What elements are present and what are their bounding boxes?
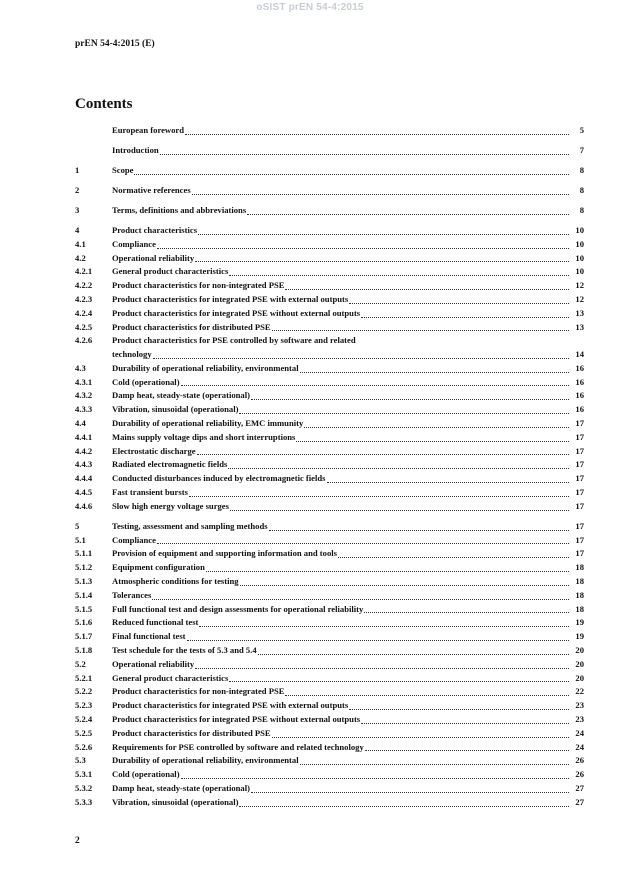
toc-entry-title: Durability of operational reliability, environmental: [112, 755, 299, 766]
toc-entry[interactable]: [75, 124, 584, 138]
toc-entry[interactable]: [75, 500, 584, 514]
dot-leader: [229, 681, 569, 682]
dot-leader: [199, 626, 569, 627]
toc-entry[interactable]: [75, 458, 584, 472]
toc-entry-page: 26: [575, 769, 584, 780]
toc-entry-title-continued: technology: [112, 349, 152, 360]
dot-leader: [251, 399, 569, 400]
toc-entry-number: 5.2.2: [75, 686, 93, 697]
toc-entry-page: 26: [575, 755, 584, 766]
dot-leader: [338, 557, 569, 558]
toc-entry[interactable]: [75, 658, 584, 672]
toc-entry-page: 16: [575, 376, 584, 387]
toc-entry-page: 10: [575, 266, 584, 277]
toc-entry-page: 8: [579, 164, 584, 175]
toc-entry-title: Product characteristics for distributed PSE: [112, 321, 271, 332]
toc-entry-title: Test schedule for the tests of 5.3 and 5.4: [112, 645, 257, 656]
toc-entry[interactable]: [75, 389, 584, 403]
toc-entry-title: Compliance: [112, 238, 156, 249]
toc-entry-number: 3: [75, 204, 80, 215]
toc-entry-page: 24: [575, 727, 584, 738]
toc-entry-number: 4.2.1: [75, 266, 93, 277]
toc-entry-number: 5: [75, 520, 80, 531]
toc-entry-title: Reduced functional test: [112, 617, 199, 628]
toc-entry[interactable]: [75, 644, 584, 658]
toc-entry-page: 8: [579, 204, 584, 215]
toc-entry-title: Product characteristics for integrated PSE without external outputs: [112, 714, 361, 724]
dot-leader: [285, 289, 569, 290]
toc-entry-page: 13: [575, 321, 584, 332]
toc-entry-page: 17: [575, 473, 584, 484]
dot-leader: [157, 543, 569, 544]
toc-entry-page: 19: [575, 631, 584, 642]
dot-leader: [251, 792, 569, 793]
toc-entry-number: 4.2.5: [75, 321, 93, 332]
toc-entry-page: 17: [575, 548, 584, 559]
toc-entry-page: 18: [575, 589, 584, 600]
toc-entry-title: Product characteristics for integrated PSE with external outputs: [112, 700, 349, 711]
toc-entry-page: 27: [575, 796, 584, 807]
toc-entry-page: 20: [575, 672, 584, 683]
toc-entry[interactable]: [75, 334, 584, 362]
toc-entry-number: 4.4.6: [75, 500, 93, 511]
toc-entry-page: 20: [575, 645, 584, 656]
toc-entry[interactable]: [75, 672, 584, 686]
toc-entry-page: 10: [575, 238, 584, 249]
toc-entry-number: 4.3.1: [75, 376, 93, 387]
toc-entry-page: 18: [575, 576, 584, 587]
toc-entry-number: 2: [75, 184, 80, 195]
toc-entry[interactable]: [75, 445, 584, 459]
toc-entry[interactable]: [75, 238, 584, 252]
dot-leader: [361, 317, 569, 318]
toc-entry-page: 5: [579, 125, 584, 135]
toc-entry-number: 4.2: [75, 252, 86, 263]
toc-entry-number: 5.1.4: [75, 589, 93, 600]
toc-entry-title: Durability of operational reliability, EMC immunity: [112, 418, 304, 429]
dot-leader: [239, 806, 569, 807]
toc-entry-title: Provision of equipment and supporting information and tools: [112, 548, 337, 559]
dot-leader: [230, 510, 569, 511]
table-of-contents: [75, 124, 584, 810]
toc-entry-title: Compliance: [112, 534, 156, 545]
toc-entry[interactable]: [75, 768, 584, 782]
toc-entry-number: 5.1: [75, 534, 86, 545]
toc-entry-title: Operational reliability: [112, 252, 195, 263]
dot-leader: [269, 530, 569, 531]
toc-entry-title: Scope: [112, 164, 134, 175]
toc-entry-number: 4.1: [75, 238, 86, 249]
toc-entry[interactable]: [75, 575, 584, 589]
toc-entry-number: 5.2.6: [75, 741, 93, 752]
toc-entry-page: 22: [575, 686, 584, 697]
toc-entry[interactable]: [75, 534, 584, 548]
toc-entry-page: 14: [575, 349, 584, 360]
dot-leader: [349, 303, 569, 304]
toc-entry-title: Equipment configuration: [112, 562, 205, 573]
toc-entry-number: 5.3.2: [75, 782, 93, 793]
toc-entry-title: Product characteristics for non-integrated PSE: [112, 280, 285, 291]
toc-entry-page: 17: [575, 500, 584, 511]
toc-entry-page: 8: [579, 184, 584, 195]
toc-entry-page: 10: [575, 224, 584, 235]
toc-entry-title: Vibration, sinusoidal (operational): [112, 404, 239, 415]
toc-entry[interactable]: [75, 403, 584, 417]
dot-leader: [258, 654, 569, 655]
toc-entry[interactable]: [75, 727, 584, 741]
toc-entry[interactable]: [75, 164, 584, 178]
toc-entry-page: 10: [575, 252, 584, 263]
toc-entry-title: Requirements for PSE controlled by software and related technology: [112, 741, 364, 752]
dot-leader: [272, 737, 569, 738]
toc-entry-title: European foreword: [112, 125, 185, 135]
toc-entry-number: 5.2: [75, 658, 86, 669]
toc-entry-title: Testing, assessment and sampling methods: [112, 520, 268, 531]
dot-leader: [239, 413, 569, 414]
toc-entry-title: Electrostatic discharge: [112, 445, 196, 456]
toc-entry-title: Product characteristics for distributed PSE: [112, 727, 271, 738]
toc-entry[interactable]: [75, 754, 584, 768]
dot-leader: [300, 764, 569, 765]
toc-entry-title: General product characteristics: [112, 672, 229, 683]
toc-entry[interactable]: [75, 713, 584, 727]
toc-entry-title: Terms, definitions and abbreviations: [112, 204, 247, 215]
toc-entry-page: 13: [575, 307, 584, 318]
toc-entry[interactable]: [75, 279, 584, 293]
toc-entry[interactable]: [75, 431, 584, 445]
dot-leader: [192, 194, 569, 195]
toc-entry-number: 5.1.5: [75, 603, 93, 614]
toc-entry-page: 17: [575, 459, 584, 470]
toc-entry-number: 4.2.4: [75, 307, 93, 318]
toc-entry-number: 4.3.3: [75, 404, 93, 415]
toc-entry-page: 7: [579, 144, 584, 155]
toc-entry-page: 20: [575, 658, 584, 669]
toc-entry-page: 17: [575, 418, 584, 429]
dot-leader: [185, 134, 569, 135]
toc-entry[interactable]: [75, 144, 584, 158]
dot-leader: [152, 599, 569, 600]
dot-leader: [198, 234, 569, 235]
toc-entry-title: Durability of operational reliability, environmental: [112, 362, 299, 373]
toc-entry-number: 4.4.2: [75, 445, 93, 456]
toc-entry-title: Radiated electromagnetic fields: [112, 459, 228, 470]
toc-entry-title: Product characteristics for PSE controlled by software and related: [112, 335, 356, 346]
toc-entry[interactable]: [75, 685, 584, 699]
dot-leader: [296, 441, 569, 442]
toc-entry-number: 4.4.5: [75, 487, 93, 498]
toc-entry-title: Product characteristics: [112, 224, 198, 235]
toc-entry-page: 16: [575, 362, 584, 373]
toc-entry[interactable]: [75, 204, 584, 218]
toc-entry-number: 4.3: [75, 362, 86, 373]
toc-entry-page: 23: [575, 700, 584, 711]
toc-entry-title: Mains supply voltage dips and short interruptions: [112, 431, 296, 442]
toc-entry[interactable]: [75, 741, 584, 755]
toc-entry[interactable]: [75, 417, 584, 431]
dot-leader: [134, 174, 569, 175]
dot-leader: [206, 571, 569, 572]
dot-leader: [153, 358, 569, 359]
toc-entry-number: 5.1.7: [75, 631, 93, 642]
toc-entry[interactable]: [75, 589, 584, 603]
toc-entry-title: Cold (operational): [112, 376, 180, 387]
dot-leader: [181, 778, 569, 779]
toc-entry[interactable]: [75, 224, 584, 238]
dot-leader: [229, 275, 569, 276]
toc-entry-page: 17: [575, 445, 584, 456]
toc-entry-title: Slow high energy voltage surges: [112, 500, 229, 511]
toc-entry-number: 5.2.4: [75, 714, 93, 724]
toc-entry-page: 27: [575, 782, 584, 793]
toc-entry[interactable]: [75, 486, 584, 500]
dot-leader: [157, 248, 569, 249]
toc-entry-number: 4.4.4: [75, 473, 93, 484]
toc-entry-page: 17: [575, 487, 584, 498]
toc-entry-title: Operational reliability: [112, 658, 195, 669]
toc-entry-page: 18: [575, 562, 584, 573]
toc-entry[interactable]: [75, 252, 584, 266]
toc-entry-page: 17: [575, 534, 584, 545]
toc-entry-title: Product characteristics for integrated PSE without external outputs: [112, 307, 361, 318]
toc-entry-title: Damp heat, steady-state (operational): [112, 782, 250, 793]
dot-leader: [160, 154, 569, 155]
toc-entry-number: 4.2.6: [75, 335, 93, 346]
toc-entry[interactable]: [75, 362, 584, 376]
dot-leader: [187, 640, 569, 641]
toc-entry-number: 5.1.8: [75, 645, 93, 656]
toc-entry[interactable]: [75, 603, 584, 617]
toc-entry-number: 4.4.1: [75, 431, 93, 442]
toc-entry-title: Damp heat, steady-state (operational): [112, 390, 250, 401]
dot-leader: [195, 668, 569, 669]
toc-entry-number: 5.1.2: [75, 562, 93, 573]
dot-leader: [304, 427, 569, 428]
document-identifier: prEN 54-4:2015 (E): [75, 39, 155, 49]
toc-entry-title: Product characteristics for non-integrated PSE: [112, 686, 285, 697]
toc-entry[interactable]: [75, 184, 584, 198]
toc-entry-title: General product characteristics: [112, 266, 229, 277]
dot-leader: [240, 585, 569, 586]
page-number: 2: [75, 836, 80, 846]
dot-leader: [285, 695, 569, 696]
toc-entry-page: 19: [575, 617, 584, 628]
watermark: oSIST prEN 54-4:2015: [256, 2, 364, 13]
toc-entry-title: Product characteristics for integrated PSE with external outputs: [112, 293, 349, 304]
toc-entry[interactable]: [75, 699, 584, 713]
toc-entry-page: 23: [575, 714, 584, 724]
toc-entry-title: Full functional test and design assessments for operational reliability: [112, 603, 364, 614]
toc-entry-number: 5.3.3: [75, 796, 93, 807]
toc-entry-page: 16: [575, 404, 584, 415]
toc-entry-title: Vibration, sinusoidal (operational): [112, 796, 239, 807]
page-title: Contents: [75, 96, 133, 112]
dot-leader: [300, 372, 569, 373]
toc-entry-number: 4: [75, 224, 80, 235]
toc-entry[interactable]: [75, 630, 584, 644]
toc-entry-page: 17: [575, 431, 584, 442]
toc-entry[interactable]: [75, 561, 584, 575]
toc-entry-number: 5.2.1: [75, 672, 93, 683]
toc-entry-number: 5.2.5: [75, 727, 93, 738]
toc-entry[interactable]: [75, 520, 584, 534]
dot-leader: [361, 723, 569, 724]
dot-leader: [195, 261, 569, 262]
toc-entry-page: 18: [575, 603, 584, 614]
toc-entry[interactable]: [75, 293, 584, 307]
toc-entry-number: 4.4.3: [75, 459, 93, 470]
toc-entry-page: 12: [575, 293, 584, 304]
toc-entry-page: 16: [575, 390, 584, 401]
toc-entry-page: 24: [575, 741, 584, 752]
toc-entry-title: Tolerances: [112, 589, 152, 600]
toc-entry-page: 17: [575, 520, 584, 531]
toc-entry-title: Atmospheric conditions for testing: [112, 576, 239, 587]
toc-entry-number: 4.4: [75, 418, 86, 429]
dot-leader: [247, 214, 569, 215]
dot-leader: [364, 612, 569, 613]
toc-entry[interactable]: [75, 472, 584, 486]
toc-entry-number: 5.1.3: [75, 576, 93, 587]
toc-entry[interactable]: [75, 782, 584, 796]
toc-entry[interactable]: [75, 616, 584, 630]
dot-leader: [189, 496, 569, 497]
toc-entry[interactable]: [75, 307, 584, 321]
toc-entry-title: Final functional test: [112, 631, 186, 642]
toc-entry-number: 5.2.3: [75, 700, 93, 711]
toc-entry-number: 1: [75, 164, 80, 175]
toc-entry-page: 12: [575, 280, 584, 291]
toc-entry[interactable]: [75, 796, 584, 810]
dot-leader: [197, 454, 569, 455]
toc-entry-title: Cold (operational): [112, 769, 180, 780]
toc-entry-number: 5.3.1: [75, 769, 93, 780]
dot-leader: [327, 482, 570, 483]
toc-entry-title: Conducted disturbances induced by electromagnetic fields: [112, 473, 326, 484]
toc-entry[interactable]: [75, 265, 584, 279]
toc-entry-number: 5.1.1: [75, 548, 93, 559]
toc-entry-number: 4.3.2: [75, 390, 93, 401]
toc-entry-title: Fast transient bursts: [112, 487, 188, 498]
toc-entry-number: 4.2.2: [75, 280, 93, 291]
toc-entry[interactable]: [75, 547, 584, 561]
toc-entry[interactable]: [75, 376, 584, 390]
dot-leader: [365, 750, 569, 751]
dot-leader: [349, 709, 569, 710]
toc-entry-number: 5.1.6: [75, 617, 93, 628]
dot-leader: [272, 330, 569, 331]
toc-entry-title: Introduction: [112, 144, 159, 155]
toc-entry[interactable]: [75, 321, 584, 335]
dot-leader: [181, 385, 569, 386]
toc-entry-title: Normative references: [112, 184, 191, 195]
toc-entry-number: 4.2.3: [75, 293, 93, 304]
toc-entry-number: 5.3: [75, 755, 86, 766]
dot-leader: [228, 468, 569, 469]
